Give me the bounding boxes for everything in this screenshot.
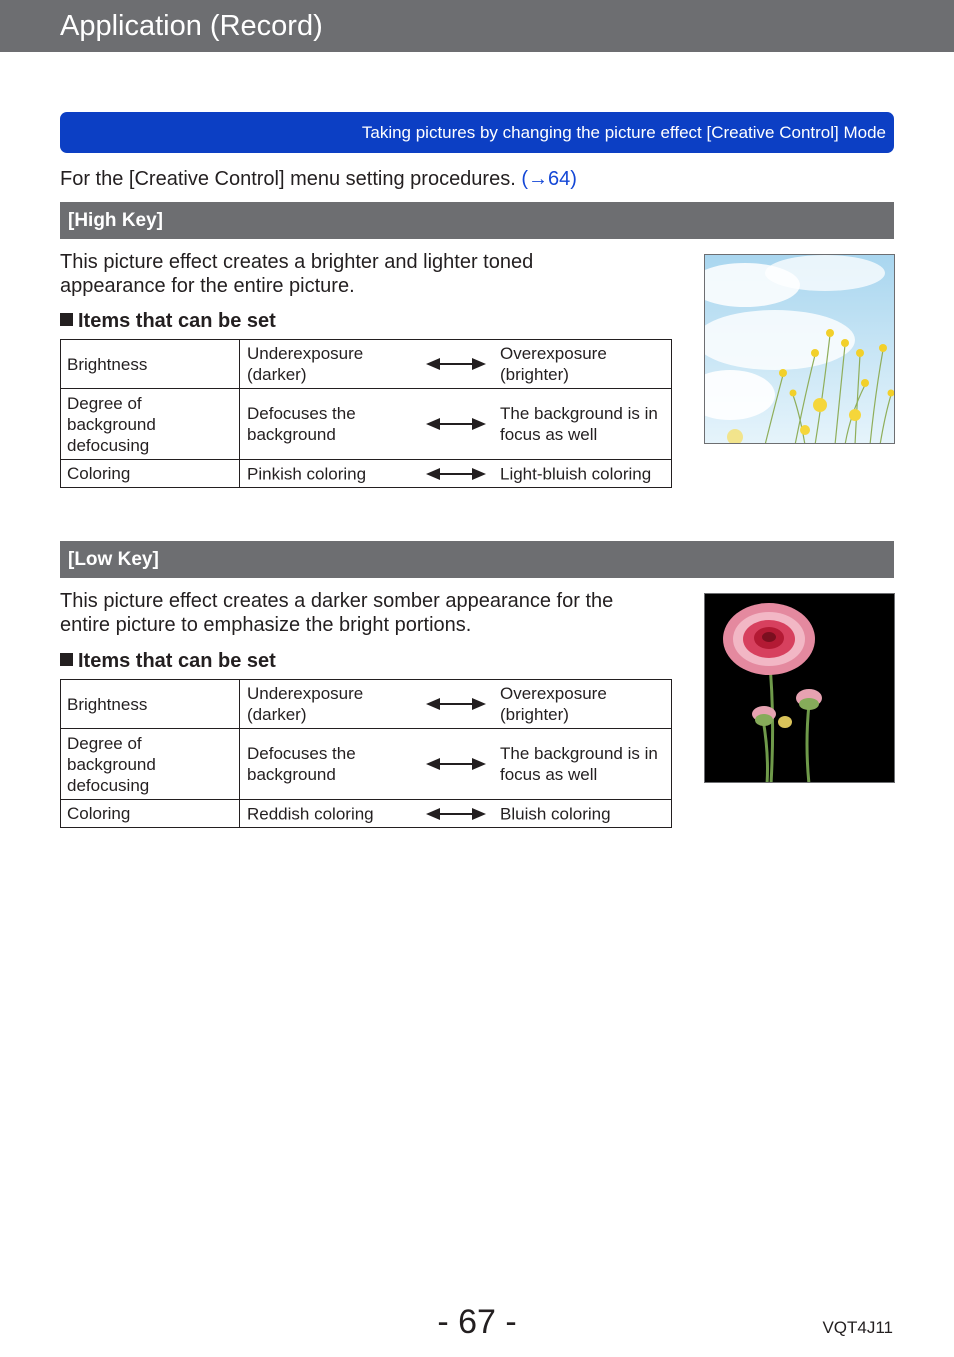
- item-name: Coloring: [61, 800, 240, 828]
- range-cell: [240, 800, 672, 828]
- model-code: VQT4J11: [822, 1318, 893, 1337]
- table-row: [61, 729, 672, 800]
- range-cell: [240, 460, 672, 488]
- range-cell: [240, 389, 672, 460]
- table-row: [61, 800, 672, 828]
- range-low: Pinkish coloring: [247, 464, 367, 483]
- range-high: The background is in focus as well: [500, 404, 658, 444]
- sky-flowers-image: [705, 255, 895, 444]
- range-low: Defocuses the background: [247, 744, 356, 784]
- items-heading-label: Items that can be set: [78, 310, 276, 332]
- intro-text: [60, 168, 577, 190]
- table-row: [61, 389, 672, 460]
- breadcrumb-text: Taking pictures by changing the picture effect [Creative Control] Mode: [361, 123, 886, 142]
- double-arrow-icon: [426, 807, 486, 821]
- table-row: [61, 680, 672, 729]
- square-bullet-icon: [60, 313, 73, 326]
- section-title: [High Key]: [68, 210, 163, 231]
- range-high: Bluish coloring: [500, 804, 611, 823]
- section-header-low-key: [60, 541, 894, 578]
- range-low: Underexposure (darker): [247, 344, 364, 384]
- item-name: Degree of background defocusing: [61, 729, 240, 800]
- section-description: This picture effect creates a brighter and lighter toned appearance for the entire picture.: [60, 251, 534, 297]
- range-cell: [240, 340, 672, 389]
- range-low: Defocuses the background: [247, 404, 356, 444]
- table-row: [61, 340, 672, 389]
- section-header-high-key: [60, 202, 894, 239]
- item-name: Degree of background defocusing: [61, 389, 240, 460]
- section-title: [Low Key]: [68, 549, 159, 570]
- double-arrow-icon: [426, 697, 486, 711]
- double-arrow-icon: [426, 357, 486, 371]
- range-high: Overexposure (brighter): [500, 684, 607, 724]
- range-low: Underexposure (darker): [247, 684, 364, 724]
- section-description: This picture effect creates a darker somber appearance for the entire picture to emphasize the bright portions.: [60, 590, 614, 636]
- page-title: Application (Record): [60, 10, 323, 42]
- items-heading: [60, 651, 276, 671]
- range-low: Reddish coloring: [247, 804, 374, 823]
- settings-table-high-key: [60, 339, 672, 488]
- breadcrumb: [60, 112, 894, 153]
- range-high: Overexposure (brighter): [500, 344, 607, 384]
- range-cell: [240, 680, 672, 729]
- double-arrow-icon: [426, 757, 486, 771]
- low-key-sample-image: [704, 593, 895, 783]
- item-name: Brightness: [61, 680, 240, 729]
- items-heading-label: Items that can be set: [78, 650, 276, 672]
- table-row: [61, 460, 672, 488]
- range-cell: [240, 729, 672, 800]
- item-name: Brightness: [61, 340, 240, 389]
- items-heading: [60, 311, 276, 331]
- double-arrow-icon: [426, 417, 486, 431]
- page-reference-link[interactable]: (→64): [521, 168, 577, 190]
- high-key-sample-image: [704, 254, 895, 444]
- page-header: [0, 0, 954, 52]
- item-name: Coloring: [61, 460, 240, 488]
- range-high: Light-bluish coloring: [500, 464, 652, 483]
- chrysanthemum-image: [705, 594, 895, 783]
- settings-table-low-key: [60, 679, 672, 828]
- double-arrow-icon: [426, 467, 486, 481]
- range-high: The background is in focus as well: [500, 744, 658, 784]
- page-number: - 67 -: [437, 1303, 517, 1341]
- intro-sentence: For the [Creative Control] menu setting procedures.: [60, 168, 522, 190]
- square-bullet-icon: [60, 653, 73, 666]
